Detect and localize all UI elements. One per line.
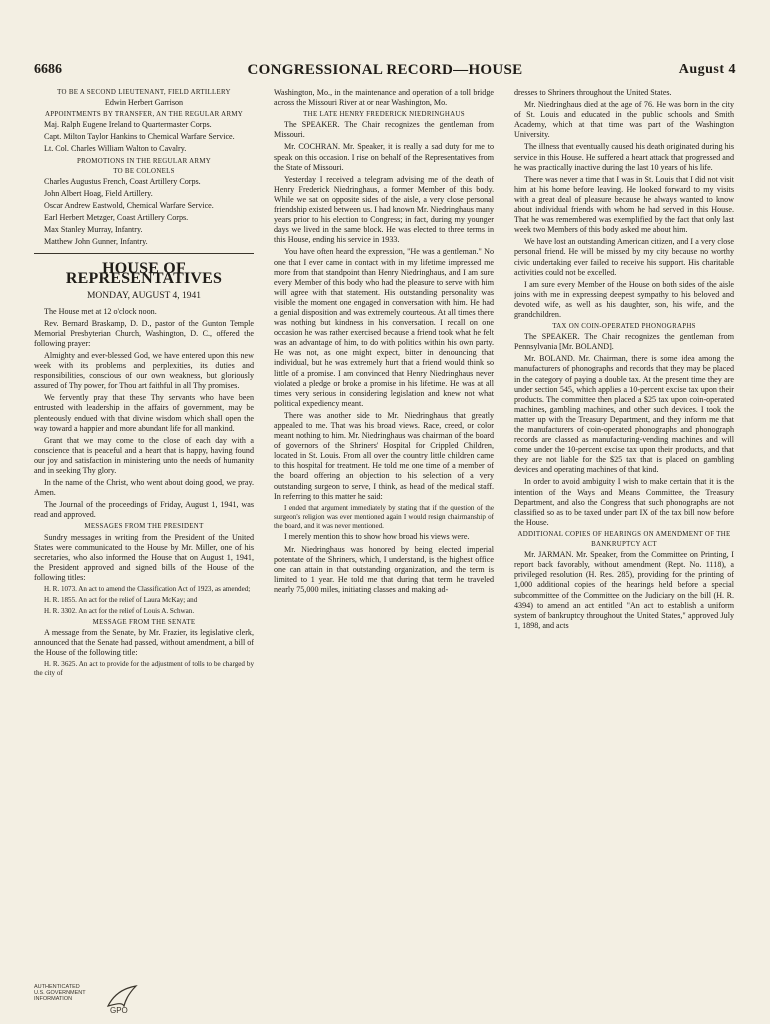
paragraph: Capt. Milton Taylor Hankins to Chemical Warfare Service.: [44, 132, 235, 142]
paragraph: Yesterday I received a telegram advising me of the death of Henry Frederick Niedringhaus, a former Member of this body. While we sat on opposite sides of the aisle, a very close personal friendship existed between us. I had known Mr. Niedringhaus many years prior to his election to Congress; in fact, during my younger days we lived in the same block. He was elected to three terms in this House, ending his service in 1933.: [274, 174, 494, 245]
prayer-paragraph: In the name of the Christ, who went about doing good, we pray. Amen.: [34, 478, 254, 498]
gpo-authentication-logo: [34, 984, 144, 1014]
paragraph: The Journal of the proceedings of Friday, August 1, 1941, was read and approved.: [34, 500, 254, 520]
prayer-paragraph: We fervently pray that these Thy servants who have been entrusted with leadership in the affairs of government, may be plenteously endued with that divine wisdom which shall open the way toward a happier and more abundant life for all mankind.: [34, 393, 254, 433]
column-3: [514, 88, 734, 988]
paragraph: Maj. Ralph Eugene Ireland to Quartermaster Corps.: [44, 120, 212, 130]
session-date: MONDAY, AUGUST 4, 1941: [86, 290, 202, 301]
header-date: August 4: [678, 62, 736, 77]
paragraph: We have lost an outstanding American citizen, and I a very close personal friend. He will be missed by my city because no worthy civic undertaking ever failed to receive his support. His charitable activities could not be excelled.: [514, 237, 734, 277]
paragraph: The SPEAKER. The Chair recognizes the gentleman from Pennsylvania [Mr. BOLAND].: [514, 332, 734, 352]
paragraph: Sundry messages in writing from the President of the United States were communicated to the House by Mr. Miller, one of his secretaries, who also informed the House that on August 1, 1941, the President approved and signed bills of the House of the following titles:: [34, 532, 254, 582]
bill-entry: H. R. 3302. An act for the relief of Louis A. Schwan.: [44, 606, 195, 615]
gpo-label: GPO: [110, 1006, 128, 1014]
logo-text: AUTHENTICATED: [34, 984, 80, 990]
paragraph: Charles Augustus French, Coast Artillery Corps.: [44, 176, 201, 186]
paragraph: I merely mention this to show how broad his views were.: [284, 532, 470, 542]
paragraph: A message from the Senate, by Mr. Frazier, its legislative clerk, announced that the Senate had passed, without amendment, a bill of the House of the following title:: [34, 627, 254, 658]
section-heading: MESSAGES FROM THE PRESIDENT: [84, 523, 204, 531]
paragraph: The House met at 12 o'clock noon.: [44, 306, 157, 316]
paragraph: Mr. COCHRAN. Mr. Speaker, it is really a sad duty for me to speak on this occasion. I rise on behalf of the Representatives from the State of Missouri.: [274, 142, 494, 172]
paragraph: There was another side to Mr. Niedringhaus that greatly appealed to me. That was his broad views. Race, creed, or color meant nothing to him. Mr. Niedringhaus was chairman of the board of governors of the Shriners' Hospital for Crippled Children, located in St. Louis. From all over the country little children came to this hospital for treatment. He told me one time of a member of the board offering an objection to his selection of a very outstanding surgeon to serve, I think, as head of the medical staff. In referring to this matter he said:: [274, 410, 494, 501]
bill-entry: H. R. 1855. An act for the relief of Laura McKay; and: [44, 595, 198, 604]
section-heading: TAX ON COIN-OPERATED PHONOGRAPHS: [552, 323, 696, 331]
paragraph: Rev. Bernard Braskamp, D. D., pastor of the Gunton Temple Memorial Presbyterian Church, Washington, D. C., offered the following prayer:: [34, 318, 254, 348]
logo-text: INFORMATION: [34, 996, 73, 1002]
paragraph: Washington, Mo., in the maintenance and operation of a toll bridge across the Missouri River at or near Washington, Mo.: [274, 88, 494, 108]
prayer-paragraph: Almighty and ever-blessed God, we have entered upon this new week with its problems and perplexities, its duties and responsibilities, conscious of our own weakness, but gloriously assured of Thy power, for Thou art faithful in all Thy promises.: [34, 350, 254, 391]
paragraph: dresses to Shriners throughout the United States.: [514, 88, 672, 97]
paragraph: Mr. Niedringhaus died at the age of 76. He was born in the city of St. Louis and educated in the public schools and Smith Academy, which at that time was part of the Washington University.: [514, 100, 734, 140]
paragraph: Max Stanley Murray, Infantry.: [44, 225, 143, 235]
paragraph: Oscar Andrew Eastwold, Chemical Warfare Service.: [44, 200, 214, 210]
paragraph: Matthew John Gunner, Infantry.: [44, 237, 148, 247]
page-number: 6686: [34, 62, 62, 77]
paragraph: Mr. JARMAN. Mr. Speaker, from the Committee on Printing, I report back favorably, without amendment (Rept. No. 1118), a privileged resolution (H. Res. 285), providing for the printing of 1,000 additional copies of the hearings held before a special subcommittee of the Committee on the Judiciary on the bill (H. R. 4394) to amend an act entitled "An act to establish a uniform system of bankruptcy throughout the United States," approved July 1, 1898, and acts: [514, 550, 734, 630]
section-heading: ADDITIONAL COPIES OF HEARINGS ON AMENDMENT OF THE BANKRUPTCY ACT: [517, 530, 731, 549]
section-heading: APPOINTMENTS BY TRANSFER, AN THE REGULAR ARMY: [44, 111, 244, 119]
block-quote: I ended that argument immediately by stating that if the question of the surgeon's religion was ever mentioned again I would resign chairmanship of the board, and it was never mentioned.: [274, 503, 494, 530]
paragraph: There was never a time that I was in St. Louis that I did not visit him at his home before leaving. He looked forward to my visits with a great deal of pleasure because he always wanted to know about individual friends with whom he had served in this House. That he was remembered was exemplified by the fact that only last week two Members of this body asked me about him.: [514, 174, 734, 235]
publication-title: CONGRESSIONAL RECORD—HOUSE: [247, 62, 523, 78]
section-heading: MESSAGE FROM THE SENATE: [92, 618, 196, 626]
bill-entry: H. R. 3625. An act to provide for the adjustment of tolls to be charged by the city of: [34, 660, 254, 678]
eagle-icon: [104, 984, 140, 1014]
column-2: [274, 88, 494, 988]
nominee-name: Edwin Herbert Garrison: [104, 98, 184, 108]
paragraph: The illness that eventually caused his death originated during his service in this House. He suffered a heart attack that progressed and he was practically inactive during the last 10 years of his life.: [514, 142, 734, 172]
logo-text: U.S. GOVERNMENT: [34, 990, 86, 996]
divider: [34, 253, 254, 254]
house-title: HOUSE OF REPRESENTATIVES: [65, 260, 223, 288]
bill-entry: H. R. 1073. An act to amend the Classification Act of 1923, as amended;: [44, 585, 251, 594]
paragraph: The SPEAKER. The Chair recognizes the gentleman from Missouri.: [274, 120, 494, 140]
paragraph: I am sure every Member of the House on both sides of the aisle joins with me in expressing deepest sympathy to his beloved and devoted wife, as well as his daughter, son, his wife, and the grandchildren.: [514, 279, 734, 319]
paragraph: Mr. Niedringhaus was honored by being elected imperial potentate of the Shriners, which, I understand, is the highest office one can attain in that outstanding organization, and the term is limited to 1 year. He told me that during that term he traveled nearly 75,000 miles, initiating classes and making ad-: [274, 544, 494, 594]
paragraph: You have often heard the expression, "He was a gentleman." No one that I ever came in contact with in my lifetime impressed me more from that standpoint than Henry Niedringhaus, and I am sure every Member of this body who had the pleasure to serve with him will agree with that statement. His outstanding personality was visible the moment one engaged in conversation with him. He had a genial disposition and was extremely courteous. At all times there was nothing but kindness in his conversation. I recall on one occasion he was rather exercised because a friend took what he felt was an advantage of him, to do with politics within his own party. He was not, as one might expect, bitter in denouncing that individual, but he was extremely hurt that a friend would think so little of a promise. I am convinced that Henry Niedringhaus never violated a pledge or broke a promise in his lifetime. He was at all times very serious in considering legislation and knew not what political expediency meant.: [274, 247, 494, 408]
section-heading: TO BE A SECOND LIEUTENANT, FIELD ARTILLERY: [57, 89, 231, 96]
page-header: [34, 62, 736, 82]
section-heading: PROMOTIONS IN THE REGULAR ARMY: [76, 157, 212, 165]
section-heading: THE LATE HENRY FREDERICK NIEDRINGHAUS: [303, 111, 465, 119]
paragraph: John Albert Hoag, Field Artillery.: [44, 188, 153, 198]
column-1: [34, 88, 254, 988]
paragraph: Lt. Col. Charles William Walton to Cavalry.: [44, 144, 187, 154]
paragraph: Mr. BOLAND. Mr. Chairman, there is some idea among the manufacturers of phonographs and records that they may be placed in the category of paying a double tax. At the present time they are under section 545, which applies a 10-percent excise tax upon their products. The committee then placed a $25 tax upon coin-operated machines, gambling machines, and other such devices. I took the matter up with the Treasury Department, and they inform me that the manufacturers of coin-operated phonographs and phonograph records are classed as manufacturing-vending machines and will come under the 10-percent excise tax upon their products, and that they are not liable for the $25 tax that is placed on gambling devices and operating machines of that kind.: [514, 354, 734, 475]
section-heading: TO BE COLONELS: [113, 167, 175, 175]
prayer-paragraph: Grant that we may come to the close of each day with a conscience that is peaceful and a heart that is happy, having found our joy and satisfaction in ministering unto the needs of humanity and in seeking Thy glory.: [34, 435, 254, 475]
paragraph: Earl Herbert Metzger, Coast Artillery Corps.: [44, 213, 189, 223]
paragraph: In order to avoid ambiguity I wish to make certain that it is the intention of the Ways and Means Committee, the Treasury Department, and also the Congress that such phonographs are not classified so as to be taxed under part IX of the tax bill now before the House.: [514, 477, 734, 527]
